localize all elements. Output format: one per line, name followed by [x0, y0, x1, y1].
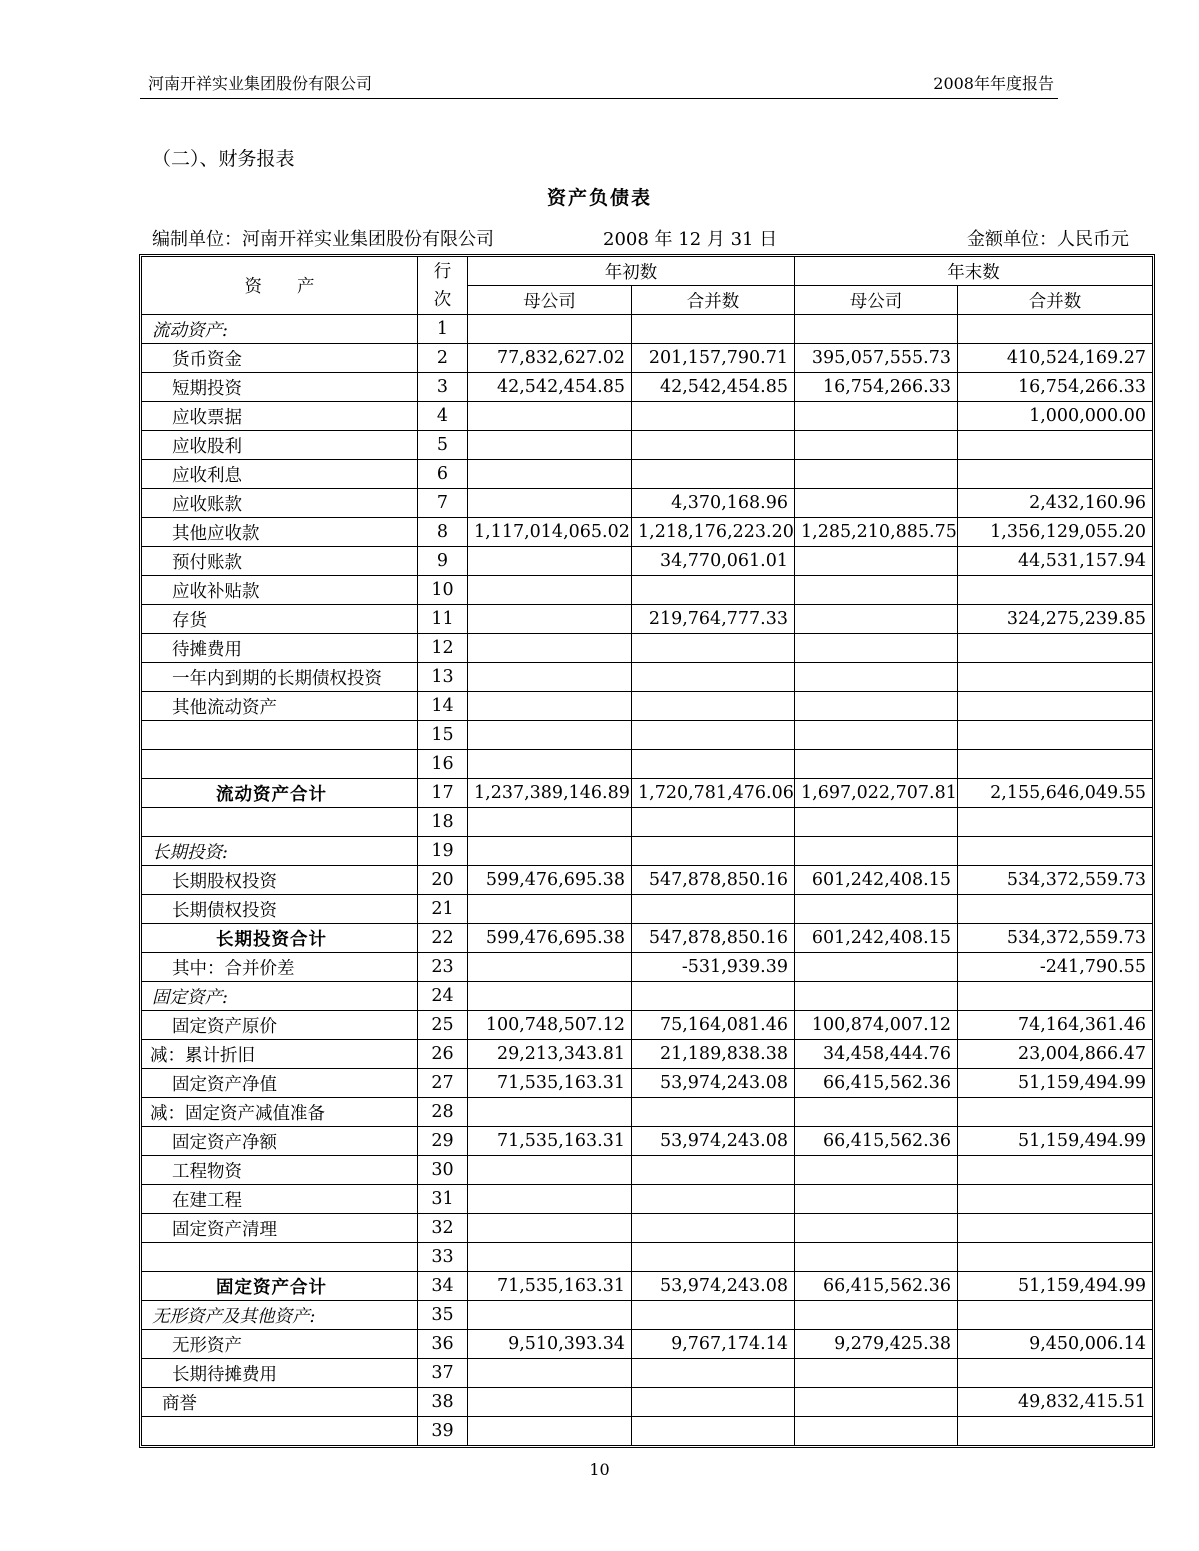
end-consolidated-value	[958, 1417, 1152, 1445]
table-row	[142, 605, 1152, 634]
table-row	[142, 402, 1152, 431]
table-row	[142, 373, 1152, 402]
report-date: 2008 年 12 月 31 日	[603, 229, 778, 250]
end-parent-value	[795, 837, 958, 866]
row-line-number: 34	[418, 1272, 468, 1301]
end-parent-value	[795, 576, 958, 605]
currency-unit: 金额单位：人民币元	[967, 229, 1129, 250]
begin-consolidated-value	[632, 1214, 795, 1243]
row-label: 商誉	[142, 1388, 418, 1417]
column-header-year-begin: 年初数	[468, 257, 795, 286]
begin-consolidated-value: 75,164,081.46	[632, 1011, 795, 1040]
begin-consolidated-value: 34,770,061.01	[632, 547, 795, 576]
table-row	[142, 1417, 1152, 1445]
begin-parent-value: 42,542,454.85	[468, 373, 632, 402]
end-consolidated-value: 1,000,000.00	[958, 402, 1152, 431]
table-row	[142, 895, 1152, 924]
table-row	[142, 1040, 1152, 1069]
row-line-number: 20	[418, 866, 468, 895]
table-row	[142, 837, 1152, 866]
begin-consolidated-value	[632, 837, 795, 866]
row-line-number: 38	[418, 1388, 468, 1417]
end-parent-value	[795, 953, 958, 982]
begin-parent-value	[468, 547, 632, 576]
row-label: 流动资产:	[142, 315, 418, 344]
row-label: 减：累计折旧	[142, 1040, 418, 1069]
row-label: 减：固定资产减值准备	[142, 1098, 418, 1127]
end-consolidated-value	[958, 895, 1152, 924]
begin-consolidated-value	[632, 750, 795, 779]
row-label: 长期股权投资	[142, 866, 418, 895]
row-label: 固定资产净额	[142, 1127, 418, 1156]
row-label	[142, 1417, 418, 1445]
report-title: 资产负债表	[546, 187, 652, 209]
row-line-number: 1	[418, 315, 468, 344]
begin-parent-value: 100,748,507.12	[468, 1011, 632, 1040]
end-parent-value	[795, 1243, 958, 1272]
table-row	[142, 547, 1152, 576]
begin-consolidated-value	[632, 1243, 795, 1272]
row-label: 其他应收款	[142, 518, 418, 547]
end-parent-value: 395,057,555.73	[795, 344, 958, 373]
end-consolidated-value	[958, 576, 1152, 605]
row-line-number: 24	[418, 982, 468, 1011]
row-line-number: 2	[418, 344, 468, 373]
end-consolidated-value	[958, 1185, 1152, 1214]
end-parent-value: 601,242,408.15	[795, 866, 958, 895]
table-row	[142, 1388, 1152, 1417]
table-row	[142, 750, 1152, 779]
row-label: 固定资产:	[142, 982, 418, 1011]
table-row	[142, 634, 1152, 663]
end-parent-value	[795, 721, 958, 750]
end-consolidated-value: 2,155,646,049.55	[958, 779, 1152, 808]
end-consolidated-value: 16,754,266.33	[958, 373, 1152, 402]
row-label: 无形资产	[142, 1330, 418, 1359]
row-line-number: 4	[418, 402, 468, 431]
begin-parent-value	[468, 634, 632, 663]
begin-parent-value	[468, 1243, 632, 1272]
table-row	[142, 1359, 1152, 1388]
end-parent-value	[795, 808, 958, 837]
row-label: 其中：合并价差	[142, 953, 418, 982]
begin-consolidated-value	[632, 692, 795, 721]
end-consolidated-value: 1,356,129,055.20	[958, 518, 1152, 547]
end-parent-value	[795, 460, 958, 489]
begin-parent-value	[468, 1185, 632, 1214]
end-consolidated-value	[958, 837, 1152, 866]
begin-consolidated-value: 21,189,838.38	[632, 1040, 795, 1069]
row-label: 预付账款	[142, 547, 418, 576]
begin-parent-value	[468, 982, 632, 1011]
row-label: 长期投资合计	[142, 924, 418, 953]
row-line-number: 29	[418, 1127, 468, 1156]
end-consolidated-value: 51,159,494.99	[958, 1272, 1152, 1301]
end-parent-value	[795, 315, 958, 344]
row-line-number: 11	[418, 605, 468, 634]
table-row	[142, 315, 1152, 344]
end-consolidated-value: 410,524,169.27	[958, 344, 1152, 373]
begin-consolidated-value	[632, 721, 795, 750]
begin-consolidated-value	[632, 1098, 795, 1127]
begin-parent-value: 599,476,695.38	[468, 924, 632, 953]
end-parent-value	[795, 1301, 958, 1330]
row-line-number: 37	[418, 1359, 468, 1388]
row-line-number: 21	[418, 895, 468, 924]
table-row	[142, 692, 1152, 721]
row-line-number: 27	[418, 1069, 468, 1098]
begin-consolidated-value	[632, 1301, 795, 1330]
row-line-number: 8	[418, 518, 468, 547]
begin-consolidated-value: 9,767,174.14	[632, 1330, 795, 1359]
row-label: 应收利息	[142, 460, 418, 489]
row-line-number: 35	[418, 1301, 468, 1330]
end-consolidated-value	[958, 1214, 1152, 1243]
end-consolidated-value	[958, 1156, 1152, 1185]
end-parent-value: 66,415,562.36	[795, 1272, 958, 1301]
begin-parent-value	[468, 1359, 632, 1388]
table-row	[142, 1214, 1152, 1243]
row-line-number: 36	[418, 1330, 468, 1359]
begin-parent-value: 77,832,627.02	[468, 344, 632, 373]
table-row	[142, 1330, 1152, 1359]
table-row	[142, 518, 1152, 547]
end-parent-value	[795, 1388, 958, 1417]
begin-consolidated-value	[632, 576, 795, 605]
row-label: 长期待摊费用	[142, 1359, 418, 1388]
column-header-end-parent: 母公司	[795, 286, 958, 315]
begin-parent-value	[468, 1417, 632, 1445]
end-consolidated-value: 51,159,494.99	[958, 1127, 1152, 1156]
row-line-number: 14	[418, 692, 468, 721]
end-parent-value: 9,279,425.38	[795, 1330, 958, 1359]
begin-parent-value	[468, 721, 632, 750]
row-label	[142, 1243, 418, 1272]
row-line-number: 26	[418, 1040, 468, 1069]
begin-consolidated-value: 4,370,168.96	[632, 489, 795, 518]
row-line-number: 16	[418, 750, 468, 779]
row-line-number: 15	[418, 721, 468, 750]
row-label: 固定资产清理	[142, 1214, 418, 1243]
end-consolidated-value	[958, 1243, 1152, 1272]
row-line-number: 6	[418, 460, 468, 489]
end-consolidated-value: 49,832,415.51	[958, 1388, 1152, 1417]
end-consolidated-value	[958, 431, 1152, 460]
begin-consolidated-value	[632, 808, 795, 837]
row-label: 存货	[142, 605, 418, 634]
begin-parent-value	[468, 1301, 632, 1330]
end-consolidated-value	[958, 1301, 1152, 1330]
end-parent-value: 100,874,007.12	[795, 1011, 958, 1040]
begin-consolidated-value: 42,542,454.85	[632, 373, 795, 402]
end-consolidated-value	[958, 1098, 1152, 1127]
end-parent-value	[795, 895, 958, 924]
begin-parent-value	[468, 837, 632, 866]
begin-parent-value: 71,535,163.31	[468, 1069, 632, 1098]
balance-sheet-table	[139, 254, 1155, 1448]
row-label: 流动资产合计	[142, 779, 418, 808]
page-header	[140, 72, 1058, 99]
row-label: 长期债权投资	[142, 895, 418, 924]
table-row	[142, 489, 1152, 518]
table-row	[142, 576, 1152, 605]
begin-parent-value	[468, 895, 632, 924]
row-line-number: 32	[418, 1214, 468, 1243]
table-row	[142, 1156, 1152, 1185]
begin-parent-value: 9,510,393.34	[468, 1330, 632, 1359]
begin-consolidated-value	[632, 1388, 795, 1417]
begin-parent-value: 599,476,695.38	[468, 866, 632, 895]
end-parent-value	[795, 605, 958, 634]
end-parent-value	[795, 634, 958, 663]
begin-consolidated-value: -531,939.39	[632, 953, 795, 982]
end-consolidated-value: 23,004,866.47	[958, 1040, 1152, 1069]
row-label: 其他流动资产	[142, 692, 418, 721]
row-line-number: 5	[418, 431, 468, 460]
table-row	[142, 1069, 1152, 1098]
row-line-number: 19	[418, 837, 468, 866]
row-line-number: 12	[418, 634, 468, 663]
begin-consolidated-value: 1,720,781,476.06	[632, 779, 795, 808]
end-consolidated-value: 9,450,006.14	[958, 1330, 1152, 1359]
table-row	[142, 924, 1152, 953]
column-header-line-no: 行 次	[418, 257, 468, 315]
begin-consolidated-value	[632, 895, 795, 924]
table-row	[142, 1011, 1152, 1040]
begin-parent-value	[468, 576, 632, 605]
end-consolidated-value	[958, 750, 1152, 779]
begin-consolidated-value: 1,218,176,223.20	[632, 518, 795, 547]
end-parent-value	[795, 1156, 958, 1185]
column-header-year-end: 年末数	[795, 257, 1152, 286]
row-label: 在建工程	[142, 1185, 418, 1214]
table-row	[142, 982, 1152, 1011]
end-parent-value	[795, 1214, 958, 1243]
table-row	[142, 721, 1152, 750]
begin-consolidated-value	[632, 402, 795, 431]
begin-consolidated-value: 53,974,243.08	[632, 1272, 795, 1301]
row-line-number: 28	[418, 1098, 468, 1127]
end-consolidated-value	[958, 460, 1152, 489]
end-consolidated-value: 534,372,559.73	[958, 866, 1152, 895]
end-consolidated-value	[958, 663, 1152, 692]
end-consolidated-value	[958, 634, 1152, 663]
end-parent-value	[795, 1417, 958, 1445]
begin-consolidated-value	[632, 315, 795, 344]
end-parent-value	[795, 547, 958, 576]
begin-parent-value	[468, 489, 632, 518]
begin-parent-value	[468, 663, 632, 692]
end-parent-value	[795, 489, 958, 518]
row-line-number: 3	[418, 373, 468, 402]
row-line-number: 22	[418, 924, 468, 953]
row-line-number: 33	[418, 1243, 468, 1272]
row-line-number: 39	[418, 1417, 468, 1445]
row-line-number: 17	[418, 779, 468, 808]
end-parent-value: 601,242,408.15	[795, 924, 958, 953]
begin-parent-value	[468, 315, 632, 344]
row-label	[142, 808, 418, 837]
row-label: 应收补贴款	[142, 576, 418, 605]
row-label: 应收股利	[142, 431, 418, 460]
begin-consolidated-value	[632, 1185, 795, 1214]
row-line-number: 31	[418, 1185, 468, 1214]
end-consolidated-value	[958, 692, 1152, 721]
row-line-number: 25	[418, 1011, 468, 1040]
end-parent-value	[795, 692, 958, 721]
balance-sheet-body	[142, 315, 1152, 1445]
row-label: 短期投资	[142, 373, 418, 402]
row-label: 无形资产及其他资产:	[142, 1301, 418, 1330]
end-consolidated-value: 534,372,559.73	[958, 924, 1152, 953]
begin-parent-value	[468, 1156, 632, 1185]
end-parent-value	[795, 1098, 958, 1127]
begin-parent-value	[468, 808, 632, 837]
table-row	[142, 344, 1152, 373]
end-parent-value: 66,415,562.36	[795, 1127, 958, 1156]
row-label: 固定资产原价	[142, 1011, 418, 1040]
header-company: 河南开祥实业集团股份有限公司	[148, 74, 373, 93]
begin-consolidated-value: 53,974,243.08	[632, 1069, 795, 1098]
page-number: 10	[589, 1460, 610, 1479]
begin-consolidated-value	[632, 1359, 795, 1388]
end-parent-value: 16,754,266.33	[795, 373, 958, 402]
begin-parent-value	[468, 402, 632, 431]
begin-parent-value: 1,237,389,146.89	[468, 779, 632, 808]
row-label: 一年内到期的长期债权投资	[142, 663, 418, 692]
table-row	[142, 1272, 1152, 1301]
table-row	[142, 663, 1152, 692]
table-row	[142, 1127, 1152, 1156]
row-label: 货币资金	[142, 344, 418, 373]
end-consolidated-value	[958, 721, 1152, 750]
begin-parent-value: 71,535,163.31	[468, 1127, 632, 1156]
end-consolidated-value: 324,275,239.85	[958, 605, 1152, 634]
table-row	[142, 779, 1152, 808]
table-row	[142, 1243, 1152, 1272]
begin-consolidated-value: 547,878,850.16	[632, 866, 795, 895]
begin-parent-value	[468, 1388, 632, 1417]
end-consolidated-value: -241,790.55	[958, 953, 1152, 982]
row-label: 固定资产合计	[142, 1272, 418, 1301]
end-parent-value	[795, 1185, 958, 1214]
begin-consolidated-value	[632, 982, 795, 1011]
begin-parent-value	[468, 1098, 632, 1127]
row-label: 工程物资	[142, 1156, 418, 1185]
end-parent-value: 1,697,022,707.81	[795, 779, 958, 808]
begin-parent-value: 29,213,343.81	[468, 1040, 632, 1069]
begin-consolidated-value: 219,764,777.33	[632, 605, 795, 634]
end-parent-value: 66,415,562.36	[795, 1069, 958, 1098]
row-line-number: 23	[418, 953, 468, 982]
preparer-unit: 编制单位：河南开祥实业集团股份有限公司	[152, 229, 494, 250]
begin-parent-value	[468, 431, 632, 460]
begin-consolidated-value: 201,157,790.71	[632, 344, 795, 373]
begin-parent-value	[468, 1214, 632, 1243]
column-header-end-consolidated: 合并数	[958, 286, 1152, 315]
begin-parent-value	[468, 750, 632, 779]
begin-parent-value	[468, 692, 632, 721]
end-parent-value	[795, 982, 958, 1011]
end-consolidated-value	[958, 808, 1152, 837]
begin-parent-value	[468, 460, 632, 489]
begin-parent-value: 71,535,163.31	[468, 1272, 632, 1301]
row-line-number: 18	[418, 808, 468, 837]
begin-consolidated-value	[632, 431, 795, 460]
table-row	[142, 1098, 1152, 1127]
begin-parent-value	[468, 953, 632, 982]
begin-consolidated-value: 547,878,850.16	[632, 924, 795, 953]
row-label	[142, 721, 418, 750]
table-row	[142, 808, 1152, 837]
begin-parent-value: 1,117,014,065.02	[468, 518, 632, 547]
begin-consolidated-value	[632, 460, 795, 489]
column-header-begin-consolidated: 合并数	[632, 286, 795, 315]
end-consolidated-value: 44,531,157.94	[958, 547, 1152, 576]
end-parent-value	[795, 663, 958, 692]
row-label	[142, 750, 418, 779]
row-line-number: 7	[418, 489, 468, 518]
begin-consolidated-value	[632, 1156, 795, 1185]
row-line-number: 13	[418, 663, 468, 692]
end-parent-value: 1,285,210,885.75	[795, 518, 958, 547]
row-label: 待摊费用	[142, 634, 418, 663]
table-row	[142, 1301, 1152, 1330]
begin-consolidated-value	[632, 1417, 795, 1445]
begin-consolidated-value	[632, 634, 795, 663]
end-consolidated-value: 2,432,160.96	[958, 489, 1152, 518]
end-consolidated-value	[958, 982, 1152, 1011]
row-label: 应收票据	[142, 402, 418, 431]
table-row	[142, 1185, 1152, 1214]
section-title: （二）、财务报表	[152, 148, 295, 170]
row-label: 应收账款	[142, 489, 418, 518]
column-header-asset: 资 产	[142, 257, 418, 315]
begin-consolidated-value	[632, 663, 795, 692]
row-label: 固定资产净值	[142, 1069, 418, 1098]
header-report-name: 2008年年度报告	[933, 74, 1054, 93]
end-parent-value	[795, 431, 958, 460]
end-parent-value	[795, 750, 958, 779]
table-row	[142, 460, 1152, 489]
end-parent-value	[795, 1359, 958, 1388]
row-line-number: 10	[418, 576, 468, 605]
begin-parent-value	[468, 605, 632, 634]
end-parent-value	[795, 402, 958, 431]
table-row	[142, 431, 1152, 460]
end-parent-value: 34,458,444.76	[795, 1040, 958, 1069]
end-consolidated-value	[958, 315, 1152, 344]
end-consolidated-value	[958, 1359, 1152, 1388]
end-consolidated-value: 74,164,361.46	[958, 1011, 1152, 1040]
row-line-number: 9	[418, 547, 468, 576]
begin-consolidated-value: 53,974,243.08	[632, 1127, 795, 1156]
row-line-number: 30	[418, 1156, 468, 1185]
table-row	[142, 953, 1152, 982]
column-header-begin-parent: 母公司	[468, 286, 632, 315]
row-label: 长期投资:	[142, 837, 418, 866]
table-row	[142, 866, 1152, 895]
end-consolidated-value: 51,159,494.99	[958, 1069, 1152, 1098]
